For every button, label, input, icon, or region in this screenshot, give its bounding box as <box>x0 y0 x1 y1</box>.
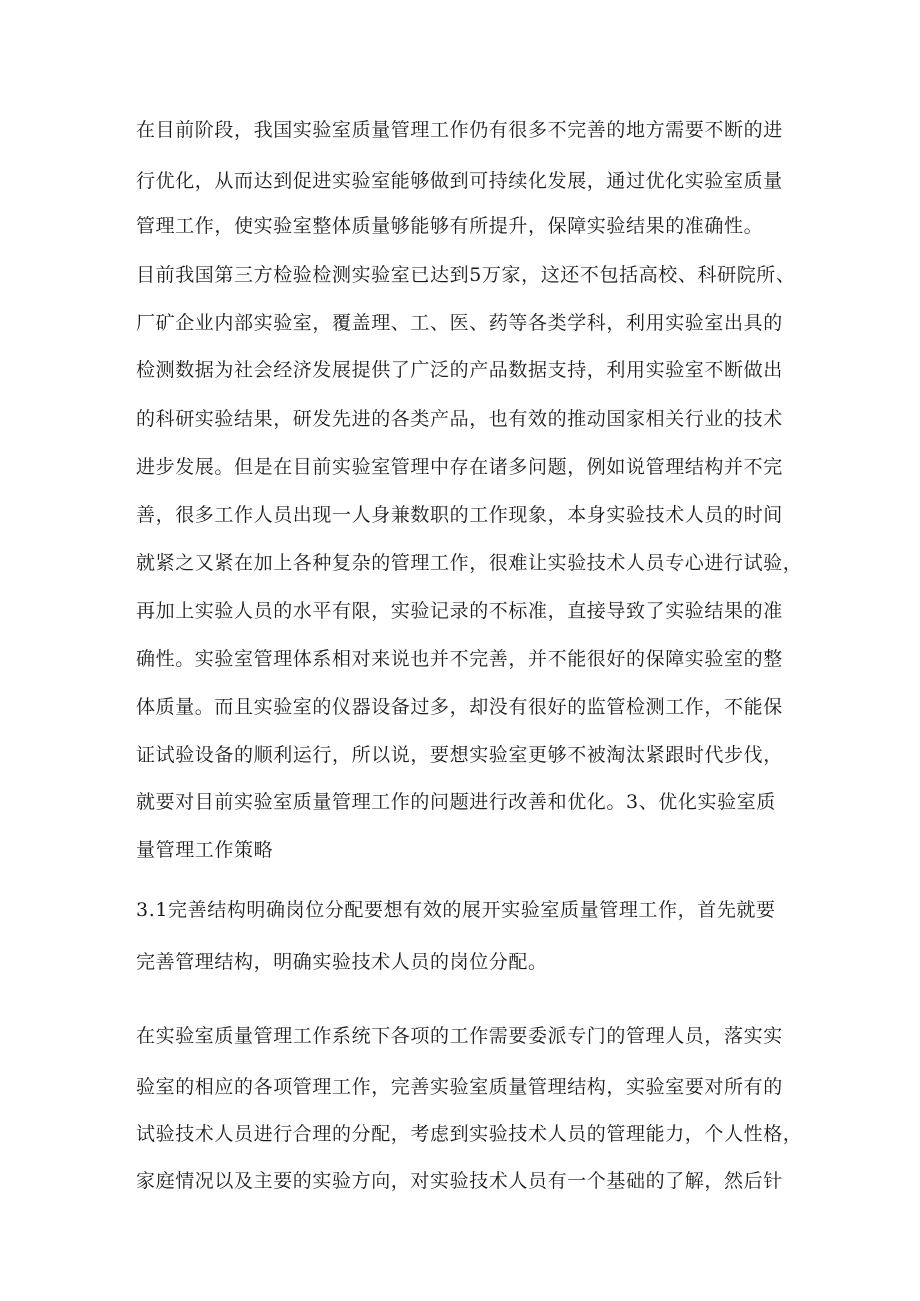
text-line: 试验技术人员进行合理的分配，考虑到实验技术人员的管理能力，个人性格， <box>136 1123 803 1145</box>
text-line: 验室的相应的各项管理工作，完善实验室质量管理结构，实验室要对所有的 <box>136 1076 783 1098</box>
text-line: 善，很多工作人员出现一人身兼数职的工作现象，本身实验技术人员的时间 <box>136 504 783 526</box>
text-line: 量管理工作策略 <box>136 839 274 861</box>
text-line: 完善管理结构，明确实验技术人员的岗位分配。 <box>136 951 548 973</box>
text-line: 目前我国第三方检验检测实验室已达到5万家，这还不包括高校、科研院所、 <box>136 264 796 286</box>
text-line: 管理工作，使实验室整体质量够能够有所提升，保障实验结果的准确性。 <box>136 215 764 237</box>
text-line: 检测数据为社会经济发展提供了广泛的产品数据支持，利用实验室不断做出 <box>136 359 783 381</box>
text-line: 行优化，从而达到促进实验室能够做到可持续化发展，通过优化实验室质量 <box>136 170 783 192</box>
text-line: 再加上实验人员的水平有限，实验记录的不标准，直接导致了实验结果的准 <box>136 600 783 622</box>
text-line: 厂矿企业内部实验室，覆盖理、工、医、药等各类学科，利用实验室出具的 <box>136 312 783 334</box>
text-line: 3.1完善结构明确岗位分配要想有效的展开实验室质量管理工作，首先就要 <box>136 899 776 921</box>
text-line: 就要对目前实验室质量管理工作的问题进行改善和优化。3、优化实验室质 <box>136 791 776 813</box>
text-line: 证试验设备的顺利运行，所以说，要想实验室更够不被淘汰紧跟时代步伐， <box>136 744 783 766</box>
text-line: 在目前阶段，我国实验室质量管理工作仍有很多不完善的地方需要不断的进 <box>136 119 783 141</box>
text-line: 在实验室质量管理工作系统下各项的工作需要委派专门的管理人员，落实实 <box>136 1025 783 1047</box>
text-line: 就紧之又紧在加上各种复杂的管理工作，很难让实验技术人员专心进行试验， <box>136 552 803 574</box>
text-line: 体质量。而且实验室的仪器设备过多，却没有很好的监管检测工作，不能保 <box>136 696 783 718</box>
text-line: 的科研实验结果，研发先进的各类产品，也有效的推动国家相关行业的技术 <box>136 408 783 430</box>
text-line: 家庭情况以及主要的实验方向，对实验技术人员有一个基础的了解，然后针 <box>136 1170 783 1192</box>
text-line: 确性。实验室管理体系相对来说也并不完善，并不能很好的保障实验室的整 <box>136 648 783 670</box>
text-line: 进步发展。但是在目前实验室管理中存在诸多问题，例如说管理结构并不完 <box>136 456 783 478</box>
